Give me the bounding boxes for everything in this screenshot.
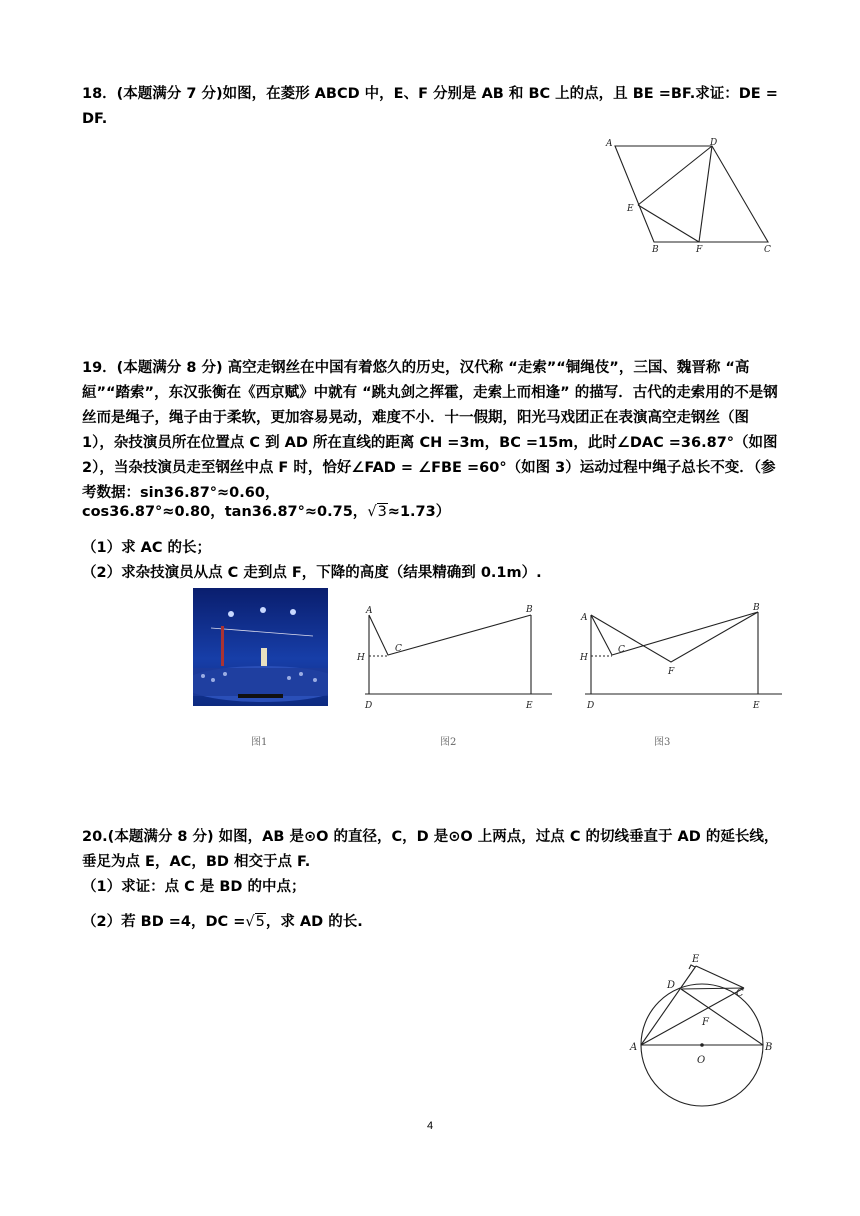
fig2-label-a: A bbox=[366, 606, 373, 616]
fig2-label-e: E bbox=[526, 701, 533, 711]
q19-fig2-diagram bbox=[355, 598, 555, 716]
fig3-label-e: E bbox=[753, 701, 760, 711]
sqrt-5-expression: √5 bbox=[245, 914, 265, 930]
q18-rhombus-diagram bbox=[600, 132, 780, 257]
q18-label-b: B bbox=[652, 245, 659, 255]
q20-label-o: O bbox=[697, 1055, 706, 1066]
q20-label-b: B bbox=[765, 1042, 773, 1053]
q19-part1: （1）求 AC 的长； bbox=[82, 540, 212, 556]
page-number: 4 bbox=[426, 1120, 434, 1132]
sqrt-5-arg: 5 bbox=[255, 914, 265, 930]
q18-label-f: F bbox=[696, 245, 703, 255]
q20-label-f: F bbox=[702, 1017, 709, 1028]
fig3-label-d: D bbox=[587, 701, 595, 711]
q19-figure-captions bbox=[230, 730, 690, 750]
q20-part1: （1）求证：点 C 是 BD 的中点； bbox=[82, 879, 306, 895]
q20-label-a: A bbox=[630, 1042, 638, 1053]
q20-label-c: C bbox=[736, 988, 744, 999]
fig3-label-b: B bbox=[753, 603, 760, 613]
q19-text: 19．(本题满分 8 分) 高空走钢丝在中国有着悠久的历史，汉代称 “走索”“铜绳伎”，三国、魏晋称 “高絙”“踏索”，东汉张衡在《西京赋》中就有 “跳丸剑之挥霍，走索上而相逢” 的描写．古代的走索用的不是钢丝而是绳子，绳子由于柔软，更加容易晃动，难度不小．十一假期，阳光马戏团正在表演高空走钢丝（图 1），杂技演员所在位置点 C 到 AD 所在直线的距离 CH =3m，BC =15m，此时∠DAC =36.87°（如图 2），当杂技演员走至钢丝中点 F 时，恰好∠FAD = ∠FBE =60°（如图 3）运动过程中绳子总长不变．（参考数据：sin36.87°≈0.60， bbox=[82, 360, 778, 501]
q19-ref-line-b: ≈1.73） bbox=[387, 504, 451, 520]
sqrt-3-expression: √3 bbox=[367, 504, 387, 520]
fig2-label-d: D bbox=[365, 701, 373, 711]
q20-text: 20.(本题满分 8 分) 如图，AB 是⊙O 的直径，C，D 是⊙O 上两点，过点 C 的切线垂直于 AD 的延长线，垂足为点 E，AC，BD 相交于点 F. bbox=[82, 829, 779, 870]
sqrt-3-arg: 3 bbox=[377, 504, 387, 520]
q18-label-d: D bbox=[710, 138, 718, 148]
q18-label-a: A bbox=[606, 139, 613, 149]
fig2-label-c: C bbox=[395, 644, 402, 654]
q19-fig3-diagram bbox=[575, 598, 785, 716]
fig3-label-f: F bbox=[668, 667, 675, 677]
q20-part2-b: ，求 AD 的长. bbox=[265, 914, 363, 930]
fig2-label-b: B bbox=[526, 605, 533, 615]
q19-ref-line-a: cos36.87°≈0.80，tan36.87°≈0.75， bbox=[82, 504, 368, 520]
q18-label-e: E bbox=[627, 204, 634, 214]
q19-reference-data bbox=[82, 500, 450, 521]
fig2-label-h: H bbox=[357, 653, 365, 663]
q19-fig1-photo bbox=[193, 588, 328, 706]
q20-label-d: D bbox=[667, 980, 676, 991]
q20-part2-a: （2）若 BD =4，DC = bbox=[82, 914, 246, 930]
q19-part2: （2）求杂技演员从点 C 走到点 F，下降的高度（结果精确到 0.1m）. bbox=[82, 565, 542, 581]
fig3-label-a: A bbox=[581, 613, 588, 623]
q20-label-e: E bbox=[692, 954, 700, 965]
q18-label-c: C bbox=[764, 245, 771, 255]
fig1-caption: 图1 bbox=[251, 737, 268, 748]
q18-text: 18．(本题满分 7 分)如图，在菱形 ABCD 中，E、F 分别是 AB 和 BC 上的点，且 BE =BF.求证：DE = DF. bbox=[82, 86, 778, 127]
fig2-caption: 图2 bbox=[440, 737, 457, 748]
fig3-caption: 图3 bbox=[654, 737, 671, 748]
fig3-label-h: H bbox=[580, 653, 588, 663]
fig3-label-c: C bbox=[618, 645, 625, 655]
q20-part2 bbox=[82, 910, 363, 931]
q20-circle-diagram bbox=[620, 945, 790, 1110]
